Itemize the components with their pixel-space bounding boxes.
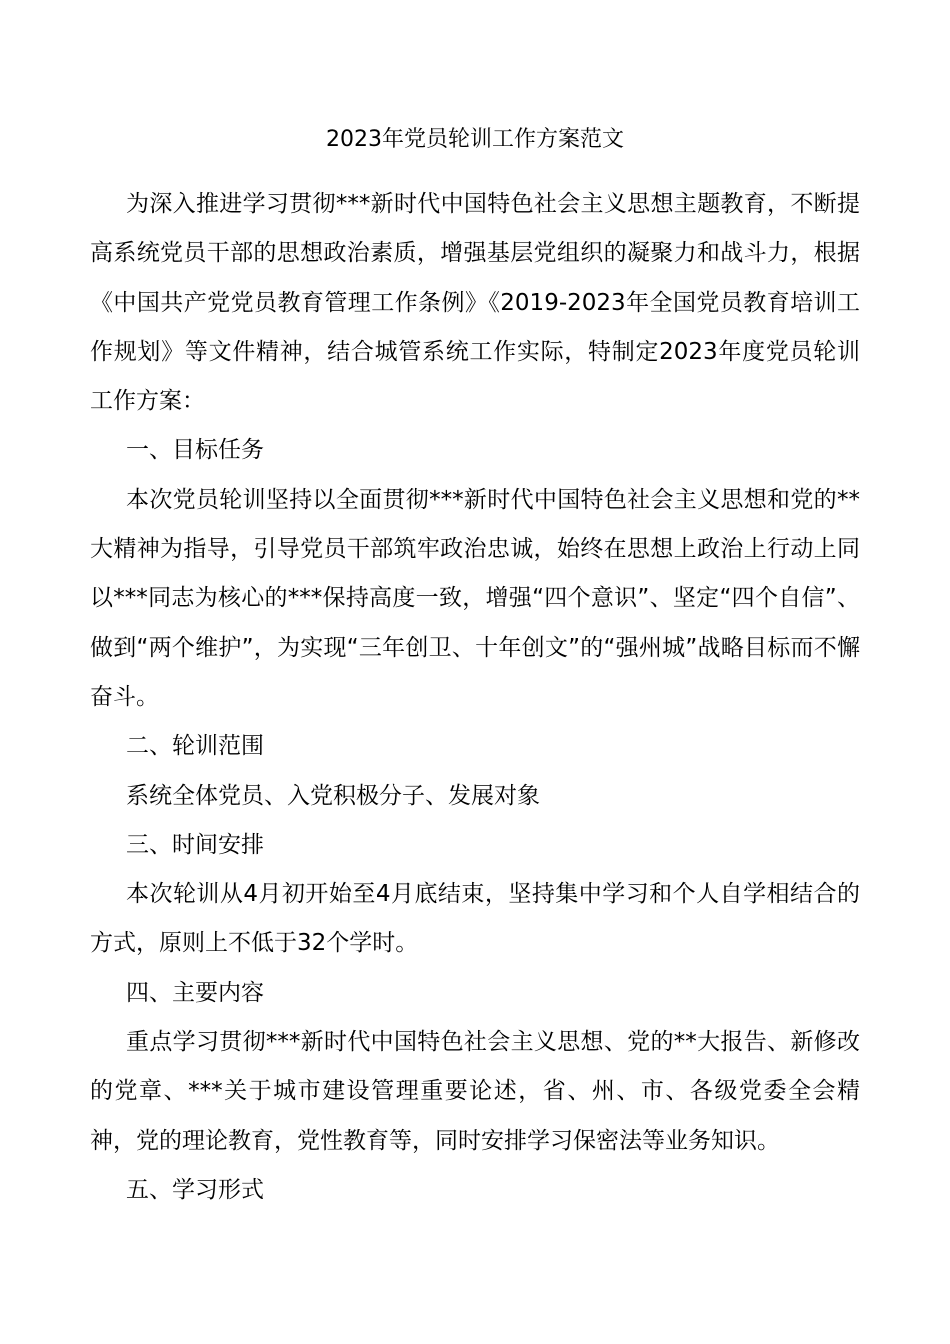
- scope-paragraph: 系统全体党员、入党积极分子、发展对象: [126, 782, 540, 809]
- section-heading-scope: 二、轮训范围: [126, 733, 264, 760]
- section-heading-schedule: 三、时间安排: [126, 831, 264, 858]
- section-heading-format: 五、学习形式: [126, 1176, 264, 1203]
- intro-paragraph: 为深入推进学习贯彻***新时代中国特色社会主义思想主题教育，不断提高系统党员干部的思想政治素质，增强基层党组织的凝聚力和战斗力，根据《中国共产党党员教育管理工作条例》《2019-2023年全国党员教育培训工作规划》等文件精神，结合城管系统工作实际，特制定2023年度党员轮训工作方案：: [90, 191, 860, 415]
- goals-paragraph: 本次党员轮训坚持以全面贯彻***新时代中国特色社会主义思想和党的**大精神为指导，引导党员干部筑牢政治忠诚，始终在思想上政治上行动上同以***同志为核心的***保持高度一致，增强“四个意识”、坚定“四个自信”、做到“两个维护”，为实现“三年创卫、十年创文”的“强州城”战略目标而不懈奋斗。: [90, 486, 860, 710]
- section-heading-content: 四、主要内容: [126, 979, 264, 1006]
- section-heading-goals: 一、目标任务: [126, 437, 264, 464]
- content-paragraph: 重点学习贯彻***新时代中国特色社会主义思想、党的**大报告、新修改的党章、***关于城市建设管理重要论述，省、州、市、各级党委全会精神，党的理论教育，党性教育等，同时安排学习保密法等业务知识。: [90, 1029, 860, 1154]
- document-title: 2023年党员轮训工作方案范文: [326, 127, 624, 152]
- document-body: [90, 180, 860, 1215]
- schedule-paragraph: 本次轮训从4月初开始至4月底结束，坚持集中学习和个人自学相结合的方式，原则上不低于32个学时。: [90, 881, 860, 957]
